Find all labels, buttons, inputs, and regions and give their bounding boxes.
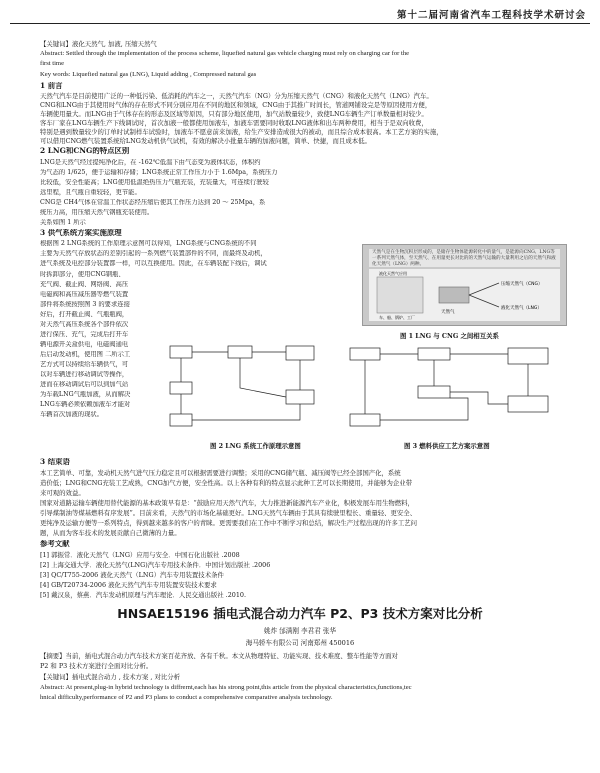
- figure-2-diagram: [168, 340, 326, 435]
- article-2-abstract-cn-line1: 【摘要】当前，插电式混合动力汽车技术方案百花齐放、各有千秋。本文从物理特征、功能实现、技术难度、整车性能等方面对: [40, 652, 398, 660]
- fig1-label: 压缩天然气（CNG）: [501, 282, 543, 287]
- s3-narrow-line: 进行保压、充气，完成后打开车: [40, 331, 129, 338]
- reference-item: [4] GB/T20734-2006 液化天然气汽车专用装置安装技术要求: [40, 581, 217, 589]
- figure-2-svg: [168, 340, 326, 435]
- s3-narrow-line: 艺方式可以持续给车辆供气，可: [40, 361, 129, 368]
- running-header: [10, 6, 590, 24]
- s3-line: 进气系统及电控部分装置都一样，可以互换使用。因此，在车辆装配下线后，调试: [40, 260, 267, 267]
- figure-3-caption: 图 3 燃料供应工艺方案示意图: [404, 442, 490, 450]
- gas-source-shape: [439, 287, 469, 303]
- conference-title: 第十二届河南省汽车工程科技学术研讨会: [396, 10, 586, 21]
- arrow-to-cng: [469, 283, 499, 295]
- s3-narrow-line: 以对车辆进行移动调试等操作，: [40, 371, 129, 378]
- s4-line: 造价低；LNG和CNG充装工艺成熟，CNG加气方便，安全性高。以上各种有利的特点显示此种工艺可以长期使用，并能够为企业带: [40, 479, 413, 487]
- references-title: 参考文献: [40, 540, 70, 548]
- figure-1-text: 天然气是在生物沉积层形成的，是储存生物体能源转化中的量气，是能源向CNG、LNG等一系列天然气体，至天然气、在用量更长对比的的天然气运输的大量利用之后的天然气和液化天然气（LNG）两种。: [369, 249, 560, 267]
- fig2-vaporizer: [170, 414, 192, 426]
- article-2-authors: 姚炸 邰满刚 李君君 张华: [263, 627, 337, 635]
- s2-line: CNG是 CH4气体在常温工作状态经压缩后使其工作压力达到 20 ～ 25Mpa，系: [40, 199, 266, 206]
- figure-1-caption: 图 1 LNG 与 CNG 之间相互关系: [400, 332, 499, 340]
- article-2-abstract-en-line2: hnical difficulty,performance of P2 and P3 plans to conduct a comprehensive comparative analysis technology.: [40, 694, 333, 701]
- s3-line: 根据图 2 LNG系统的工作原理示意图可以得知，LNG系统与CNG系统的不同: [40, 240, 257, 247]
- section-2-title: 2 LNG和CNG的特点区别: [40, 147, 130, 155]
- figure-3-svg: [348, 344, 563, 439]
- keywords-cn: 【关键词】液化天然气, 加液, 压缩天然气: [40, 40, 157, 48]
- fig1-label: 车、船、锅炉、工厂: [379, 315, 415, 320]
- arrow-to-lng: [469, 295, 499, 307]
- s3-narrow-line: 充气阀、截止阀、网络阀、高压: [40, 281, 129, 288]
- s3-narrow-line: 好后，打开截止阀、气瓶瓶阀，: [40, 311, 129, 318]
- reference-item: [1] 郭振常．液化天然气（LNG）应用与安全．中国石化出版社 .2008: [40, 551, 240, 559]
- s2-line: 远里程，且气瓶自重较轻，更节能。: [40, 189, 141, 196]
- s3-narrow-line: 为车载LNG气瓶加液，从而解决: [40, 391, 131, 398]
- section-1-title: 1 前言: [40, 82, 63, 90]
- fig3-reducer: [418, 348, 450, 360]
- figure-1: [362, 244, 567, 326]
- s1-line: 车辆使用量大。而LNG由于气体存在的形态及区域等原因，只有部分地区使用，加气站数量较少，致使LNG车辆生产订单数量相对较少。: [40, 110, 428, 118]
- figure-1-diagram: [369, 269, 560, 321]
- article-2-abstract-cn-line2: P2 和 P3 技术方案进行全面对比分析。: [40, 662, 153, 670]
- reference-item: [3] QC/T755-2006 液化天然气（LNG）汽车专用装置技术条件: [40, 571, 224, 579]
- s4-line: 引导煤制油等煤基燃料有序发展”。目前来看，天然气的市场化基础更好。LNG天然气车辆由于其具有续驶里程长、重量轻、更安全、: [40, 509, 417, 517]
- fig1-label: 液化天然气（LNG）: [501, 306, 542, 311]
- s2-line: LNG是天然气经过提纯净化后，在 -162℃低温下由气态变为液体状态，体积约: [40, 159, 261, 166]
- s4-line: 来可观的效益。: [40, 489, 85, 497]
- s2-line: 关系如图 1 所示: [40, 219, 86, 226]
- s1-line: 特别是遇到数量较少的订单时试制样车试验时，加液车不愿意前来加液，给生产安排造成很大的被动，而且综合成本很高。本工艺方案的实施，: [40, 128, 443, 136]
- fig2-engine: [286, 346, 314, 360]
- s2-line: 为气态的 1/625，便于运输和存储；LNG系统正常工作压力小于 1.6Mpa，系统压力: [40, 169, 278, 176]
- figure-1-svg: [369, 269, 562, 322]
- s1-line: CNG和LNG由于其使用时气体的存在形式不同分别应用在不同的地区和领域，CNG由于其推广时间长，管道网铺设完是等原因使用方便，: [40, 101, 432, 109]
- s4-line: 题，从而为客车技术的发展贡献自己微薄的力量。: [40, 529, 181, 537]
- fig2-ecu: [286, 390, 314, 404]
- fig2-valve: [170, 382, 192, 394]
- abstract-en-line1: Abstract: Settled through the implementation of the process scheme, liquefied natural gas vehicle charging must rely on charging car for the: [40, 50, 410, 57]
- fig3-cng-cylinder: [350, 348, 380, 360]
- fig3-lng-tank: [508, 396, 548, 412]
- article-2-title: HNSAE15196 插电式混合动力汽车 P2、P3 技术方案对比分析: [117, 606, 483, 621]
- vehicle-box: [377, 277, 423, 313]
- s4-line: 更纯净及运输方便等一系列特点，得到越来越多的客户的青睐。更需要我们在工作中不断学习和总结，解决生产过程出现的许多工艺问: [40, 519, 418, 527]
- figure-2-caption: 图 2 LNG 系统工作原理示意图: [210, 442, 301, 450]
- keywords-en: Key words: Liquefied natural gas (LNG), Liquid adding , Compressed natural gas: [40, 71, 257, 78]
- s1-line: 可以借用CNG燃气装置系统给LNG发动机供气试机，有效的解决小批量车辆的加液问题，简单、快捷，而且成本低。: [40, 137, 371, 145]
- article-2-abstract-en-line1: Abstract: At present,plug-in hybrid technology is diffrernt,each has his strong point,this article from the physical characteristics,functions,tec: [40, 684, 412, 691]
- s3-narrow-line: 辆电源开关盒供电，电磁阀通电: [40, 341, 129, 348]
- section-4-title: 3 结束语: [40, 458, 70, 466]
- s1-line: 天然气汽车是目前使用广泛的一种低污染、低消耗的汽车之一，天然气汽车（NG）分为压缩天然气（CNG）和液化天然气（LNG）汽车。: [40, 92, 433, 100]
- article-2-keywords-cn: 【关键词】插电式混合动力 , 技术方案 , 对比分析: [40, 673, 180, 681]
- fig1-label: 液化天然气应用: [379, 271, 407, 276]
- fig2-pipe: [192, 404, 300, 420]
- s3-line: 主要为天然气存放状态的差别引起的一系列燃气装置部件的不同，而最终及动机，: [40, 250, 267, 257]
- fig3-engine: [508, 348, 548, 364]
- fig1-label: 天然气: [441, 310, 455, 315]
- s3-narrow-line: 进而在移动调试后可以到加气站: [40, 381, 129, 388]
- s3-narrow-line: 时拆卸部分，使用CNG钢瓶、: [40, 271, 125, 278]
- article-2-affiliation: 海马轿车有限公司 河南郑州 450016: [245, 639, 355, 647]
- reference-item: [2] 上海交通大学．液化天然气(LNG)汽车专用技术条件．中国计划出版社 .2006: [40, 561, 271, 569]
- s3-narrow-line: 电磁阀和高压减压器等燃气装置: [40, 291, 129, 298]
- s3-narrow-line: 对天然气高压系统各个部件依次: [40, 321, 129, 328]
- abstract-en-line2: first time: [40, 60, 64, 67]
- s3-narrow-line: 车辆首次加液的现状。: [40, 411, 103, 418]
- s1-line: 客车厂家在LNG车辆生产下线调试时，首次加液一般都使用加液车，加液车需要同时收取LNG液体和出车两种费用，相当于是双向收费，: [40, 119, 428, 127]
- fig2-tank: [170, 346, 192, 358]
- figure-3-diagram: [348, 344, 563, 439]
- section-3-title: 3 供气系统方案实施原理: [40, 229, 122, 237]
- reference-item: [5] 戴汉泉，蔡燕．汽车发动机原理与汽车理论．人民交通出版社 .2010.: [40, 591, 246, 599]
- fig2-regulator: [228, 346, 252, 358]
- s2-line: 统压力高，用压缩天然气钢瓶充装使用。: [40, 209, 154, 216]
- s4-line: 本工艺简单、可靠，发动机天然气进气压力稳定且可以根据需要进行调整；采用的CNG储气瓶、减压阀等已经全部国产化，系统: [40, 469, 401, 477]
- s3-narrow-line: 后启动发动机，使用图 二所示工: [40, 351, 131, 358]
- s2-line: 比较低，安全性能高；LNG使用低温绝热压力气瓶充装，充装量大，可连续行驶较: [40, 179, 269, 186]
- fig3-solenoid: [418, 386, 450, 398]
- s3-narrow-line: LNG车辆必须依赖加液车才能对: [40, 401, 131, 408]
- fig3-charge-valve: [350, 414, 380, 426]
- s3-narrow-line: 部件将系统按照图 3 的要求连接: [40, 301, 130, 308]
- s4-line: 国家对道路运输车辆使用替代能源的基本政策早有是：“鼓励应用天然气汽车，大力推进新能源汽车产业化，积极发展车用生物燃料，: [40, 499, 414, 507]
- fig2-pipe: [240, 358, 286, 397]
- fig3-pipe: [380, 398, 468, 420]
